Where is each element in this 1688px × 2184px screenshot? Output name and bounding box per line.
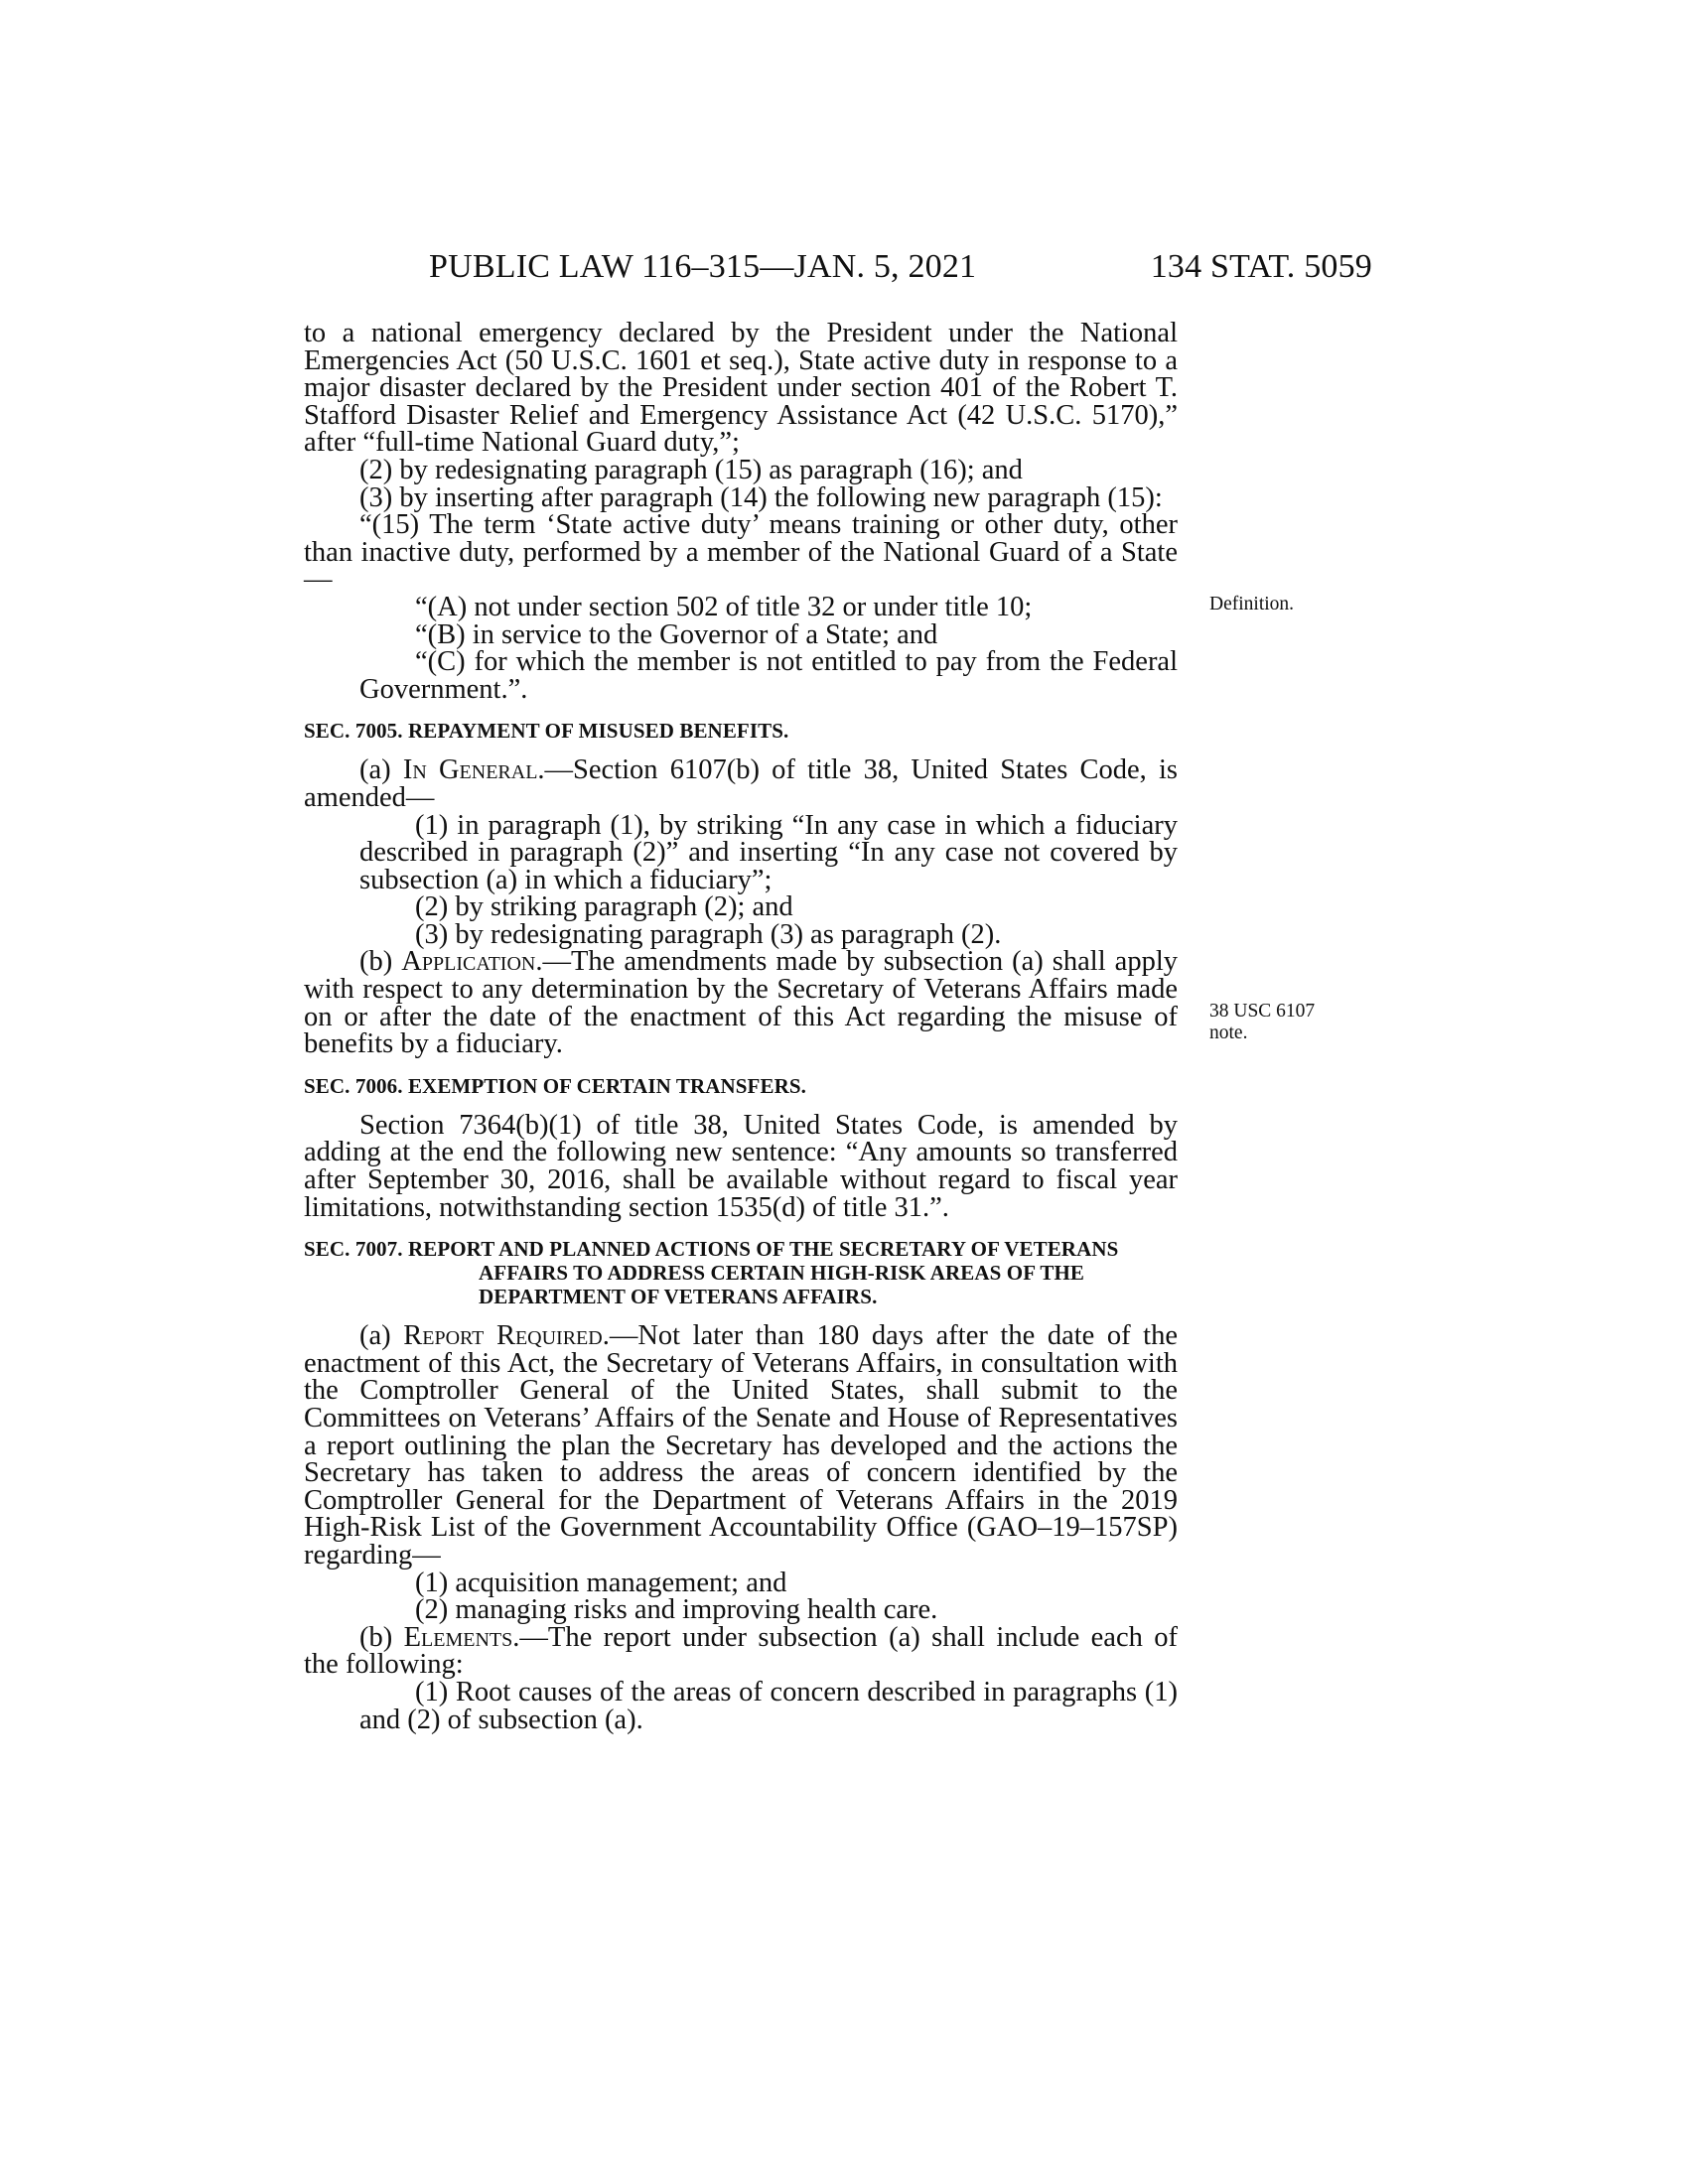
section-7007-subsection-a: (a) Report Required.—Not later than 180 days after the date of the enactment of this Act, the Secretary of Veterans Affairs, in consultation with the Comptroller General of the United States, shall submit to the Committees on Veterans’ Affairs of the Senate and House of Representatives a report outlining the plan the Secretary has developed and the actions the Secretary has taken to address the areas of concern identified by the Comptroller General for the Department of Veterans Affairs in the 2019 High-Risk List of the Government Accountability Office (GAO–19–157SP) regarding—: [304, 1320, 1178, 1570]
subsection-label: In General: [402, 754, 538, 786]
margin-note-usc-line2: note.: [1209, 1023, 1248, 1043]
section-7005-subsection-a: (a) In General.—Section 6107(b) of title 38, United States Code, is amended—: [304, 754, 1178, 813]
paragraph-definition-15: “(15) The term ‘State active duty’ means training or other duty, other than inactive duty, performed by a member of the National Guard of a State—: [304, 509, 1178, 596]
paragraph-subitem-b: “(B) in service to the Governor of a State; and: [415, 618, 938, 650]
section-7005-a-item-3: (3) by redesignating paragraph (3) as paragraph (2).: [415, 918, 1002, 950]
subsection-label: Application: [401, 946, 536, 978]
section-7005-subsection-b: (b) Application.—The amendments made by subsection (a) shall apply with respect to any determination by the Secretary of Veterans Affairs made on or after the date of the enactment of this Act regarding the misuse of benefits by a fiduciary.: [304, 946, 1179, 1060]
paragraph-subitem-c: “(C) for which the member is not entitled to pay from the Federal Government.”.: [359, 646, 1178, 705]
section-heading-7005: SEC. 7005. REPAYMENT OF MISUSED BENEFITS.: [304, 719, 789, 744]
section-heading-7007: SEC. 7007. REPORT AND PLANNED ACTIONS OF THE SECRETARY OF VETERANS AFFAIRS TO ADDRESS CERTAIN HIGH-RISK AREAS OF THE DEPARTMENT OF VETERANS AFFAIRS.: [304, 1237, 1119, 1309]
margin-note-definition: Definition.: [1209, 594, 1295, 614]
section-7007-a-item-2: (2) managing risks and improving health care.: [415, 1594, 938, 1626]
paragraph-continuation: to a national emergency declared by the President under the National Emergencies Act (50 U.S.C. 1601 et seq.), State active duty in response to a major disaster declared by the President under section 401 of the Robert T. Stafford Disaster Relief and Emergency Assistance Act (42 U.S.C. 5170),” after “full-time National Guard duty,”;: [304, 318, 1178, 459]
paragraph-item-3: (3) by inserting after paragraph (14) the following new paragraph (15):: [359, 481, 1163, 513]
subsection-text: Section 6107(b) of title 38, United States Code, is amended—: [304, 754, 1178, 813]
subsection-text: Not later than 180 days after the date of the enactment of this Act, the Secretary of Veterans Affairs, in consultation with the Comptroller General of the United States, shall submit to the Committees on Veterans’ Affairs of the Senate and House of Representatives a report outlining the plan the Secretary has developed and the actions the Secretary has taken to address the areas of concern identified by the Comptroller General for the Department of Veterans Affairs in the 2019 High-Risk List of the Government Accountability Office (GAO–19–157SP) regarding—: [304, 1320, 1178, 1570]
subsection-text: The amendments made by subsection (a) shall apply with respect to any determination by the Secretary of Veterans Affairs made on or after the date of the enactment of this Act regarding the misuse of benefits by a fiduciary.: [304, 946, 1179, 1060]
margin-note-usc-line1: 38 USC 6107: [1209, 1001, 1316, 1022]
section-7006-text: Section 7364(b)(1) of title 38, United States Code, is amended by adding at the end the following new sentence: “Any amounts so transferred after September 30, 2016, shall be available without regard to fiscal year limitations, notwithstanding section 1535(d) of title 31.”.: [304, 1109, 1178, 1223]
running-header-stat-page: 134 STAT. 5059: [1150, 248, 1372, 285]
subsection-label: Report Required: [403, 1320, 603, 1352]
paragraph-item-2: (2) by redesignating paragraph (15) as paragraph (16); and: [359, 454, 1023, 485]
section-7005-a-item-2: (2) by striking paragraph (2); and: [415, 891, 793, 923]
section-7005-a-item-1: (1) in paragraph (1), by striking “In any case in which a fiduciary described in paragraph (2)” and inserting “In any case not covered by subsection (a) in which a fiduciary”;: [359, 809, 1178, 895]
body-text-column: [304, 320, 1178, 1733]
section-7007-subsection-b: (b) Elements.—The report under subsection (a) shall include each of the following:: [304, 1621, 1178, 1681]
section-7007-b-item-1: (1) Root causes of the areas of concern described in paragraphs (1) and (2) of subsection (a).: [359, 1676, 1178, 1735]
margin-note-usc-citation: [1209, 1001, 1329, 1044]
running-header-title: PUBLIC LAW 116–315—JAN. 5, 2021: [429, 248, 977, 285]
subsection-text: The report under subsection (a) shall include each of the following:: [304, 1621, 1178, 1681]
subsection-label: Elements: [403, 1621, 513, 1653]
section-7007-a-item-1: (1) acquisition management; and: [415, 1567, 787, 1598]
paragraph-subitem-a: “(A) not under section 502 of title 32 or under title 10;: [415, 591, 1033, 622]
section-heading-7006: SEC. 7006. EXEMPTION OF CERTAIN TRANSFERS.: [304, 1073, 806, 1098]
